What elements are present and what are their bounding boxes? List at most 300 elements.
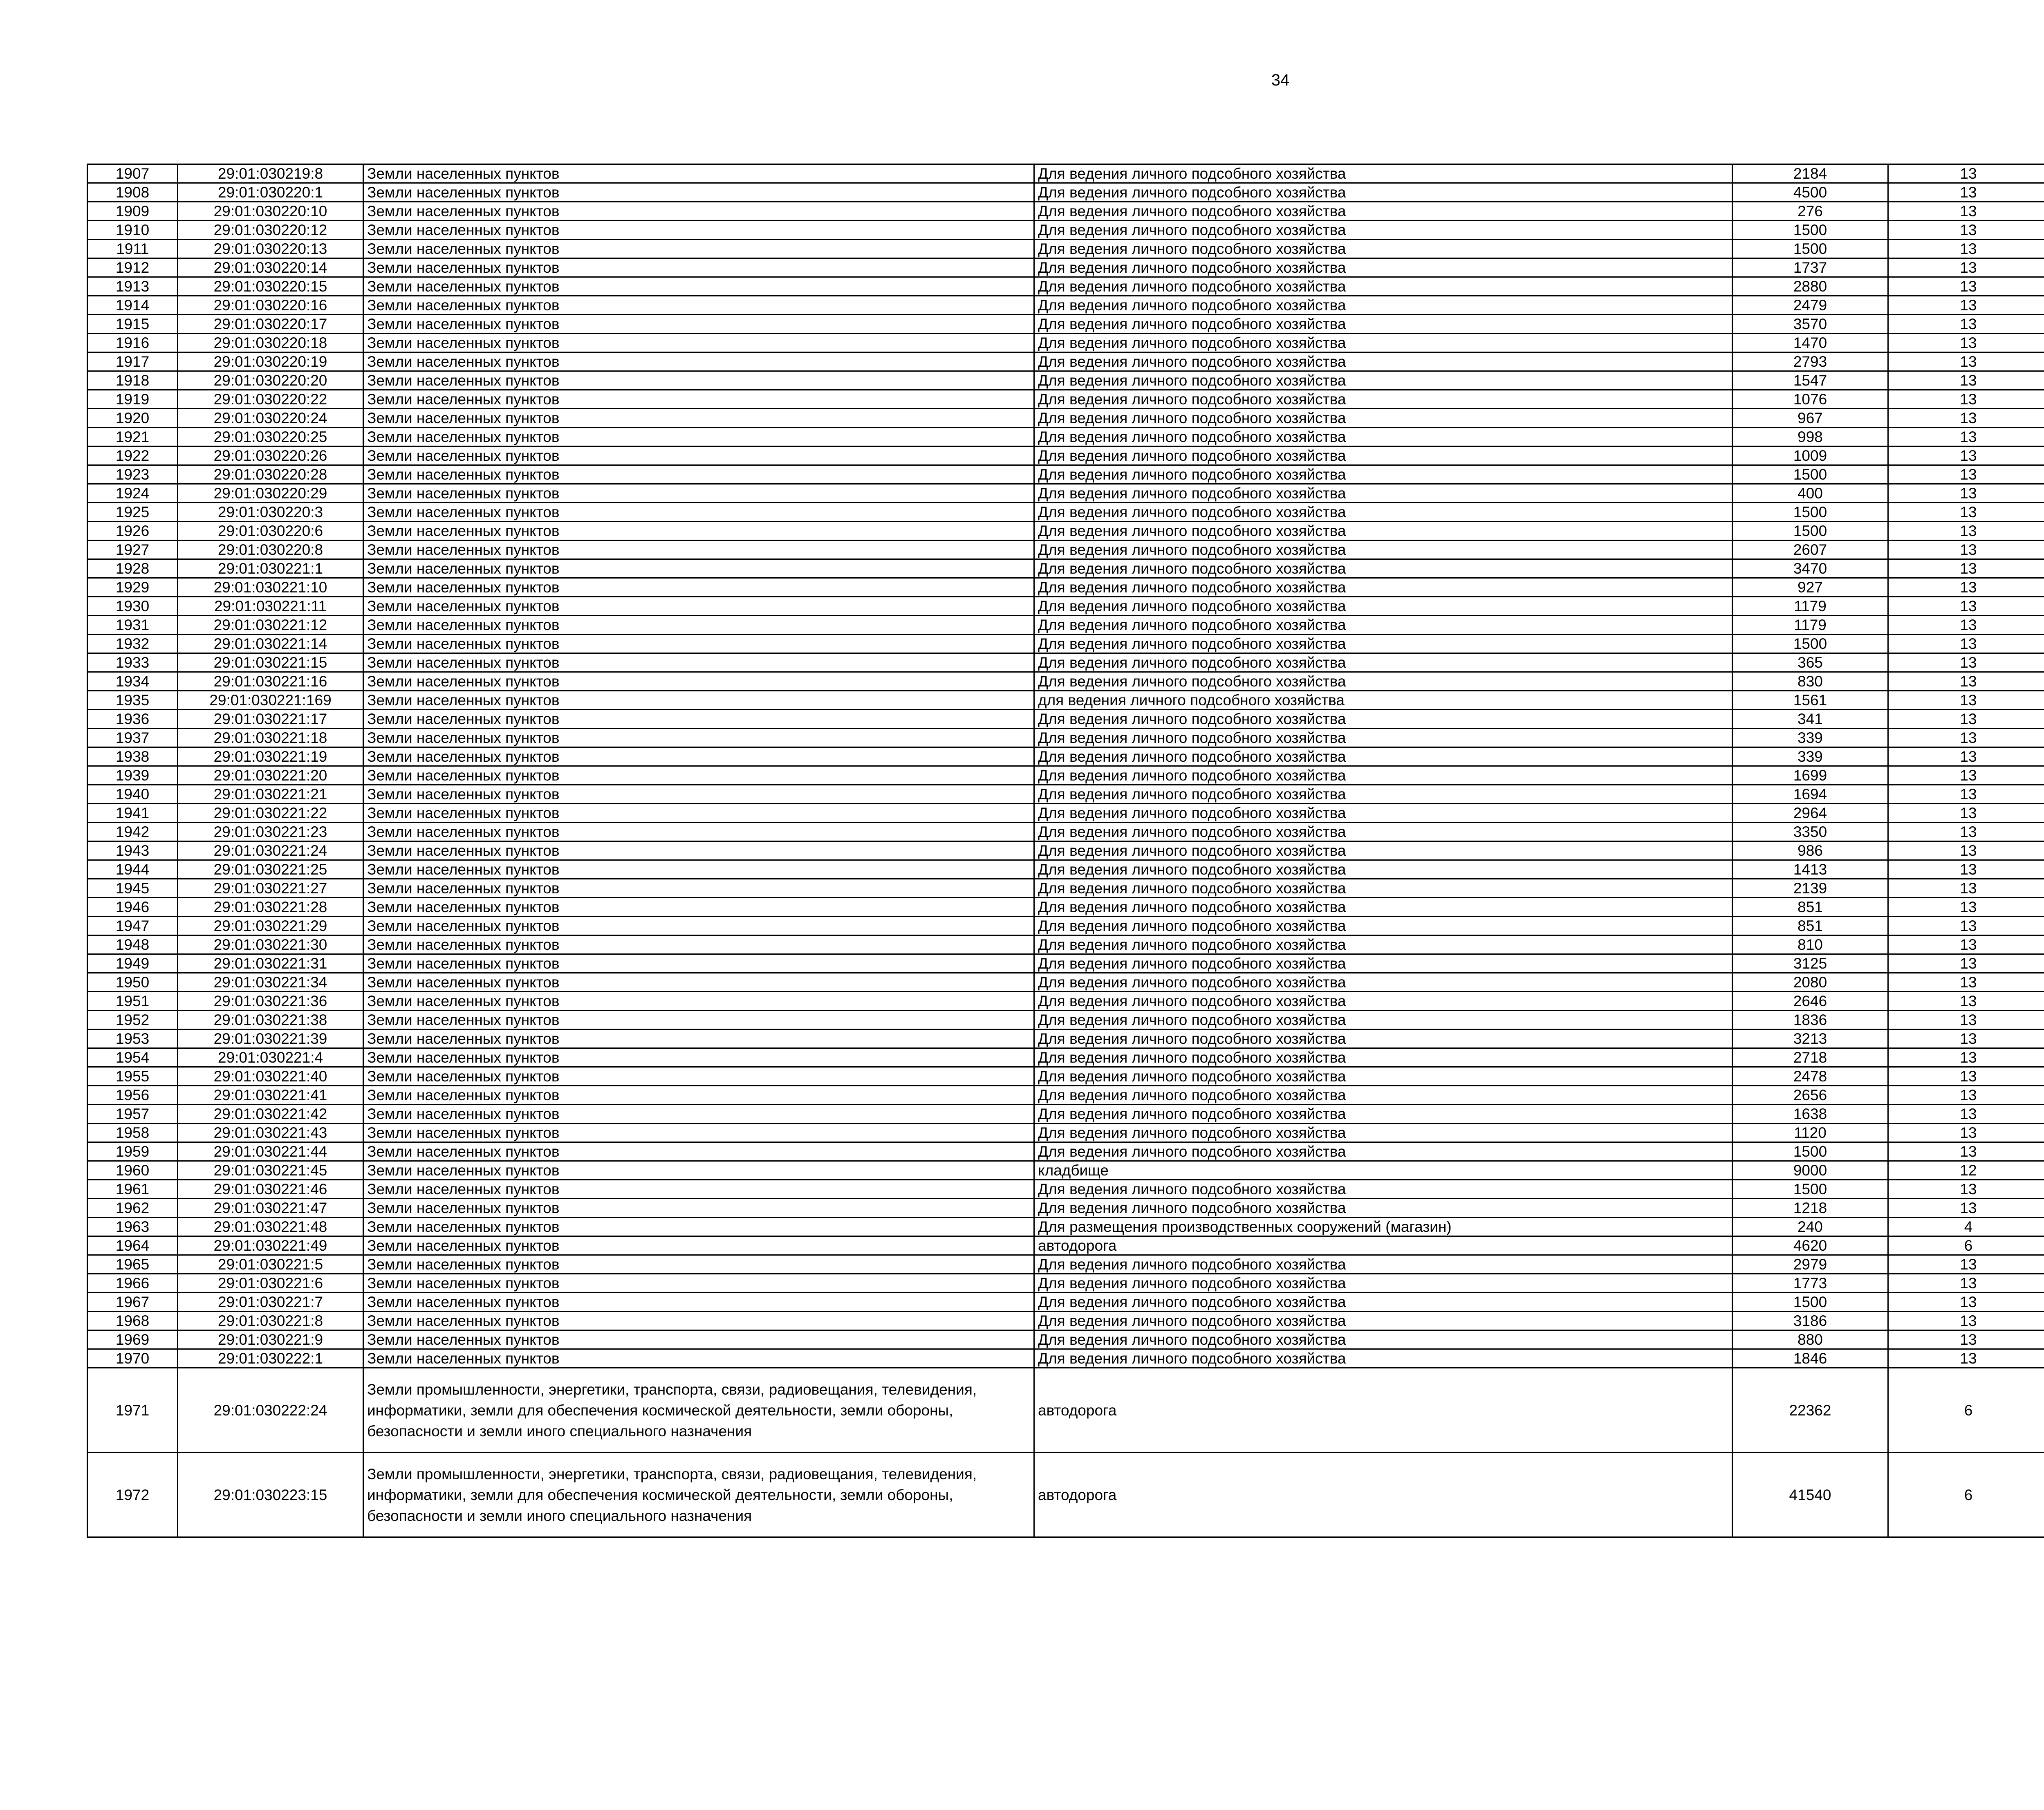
land-category-cell: Земли населенных пунктов (363, 559, 1034, 578)
use-group-code-cell: 13 (1888, 691, 2044, 710)
cadastral-number-cell: 29:01:030221:27 (178, 879, 363, 898)
cadastral-number-cell: 29:01:030223:15 (178, 1453, 363, 1537)
table-row (87, 710, 2044, 729)
use-group-code-cell: 13 (1888, 1105, 2044, 1124)
permitted-use-cell: Для ведения личного подсобного хозяйства (1034, 484, 1732, 503)
permitted-use-cell: Для ведения личного подсобного хозяйства (1034, 183, 1732, 202)
table-row (87, 371, 2044, 390)
cadastral-number-cell: 29:01:030220:24 (178, 409, 363, 428)
use-group-code-cell: 6 (1888, 1236, 2044, 1255)
area-cell: 986 (1732, 841, 1888, 860)
area-cell: 3350 (1732, 823, 1888, 841)
land-category-cell: Земли населенных пунктов (363, 202, 1034, 221)
permitted-use-cell: Для ведения личного подсобного хозяйства (1034, 1180, 1732, 1199)
use-group-code-cell: 13 (1888, 484, 2044, 503)
permitted-use-cell: Для ведения личного подсобного хозяйства (1034, 559, 1732, 578)
land-category-cell: Земли населенных пунктов (363, 428, 1034, 446)
table-row (87, 1011, 2044, 1029)
area-cell: 3213 (1732, 1029, 1888, 1048)
table-row (87, 1236, 2044, 1255)
area-cell: 1737 (1732, 258, 1888, 277)
area-cell: 2793 (1732, 352, 1888, 371)
area-cell: 2880 (1732, 277, 1888, 296)
cadastral-number-cell: 29:01:030221:29 (178, 917, 363, 935)
cadastral-number-cell: 29:01:030220:3 (178, 503, 363, 522)
area-cell: 2964 (1732, 804, 1888, 823)
permitted-use-cell: Для ведения личного подсобного хозяйства (1034, 1199, 1732, 1218)
use-group-code-cell: 13 (1888, 1011, 2044, 1029)
use-group-code-cell: 13 (1888, 221, 2044, 240)
row-number-cell: 1954 (87, 1048, 178, 1067)
row-number-cell: 1936 (87, 710, 178, 729)
row-number-cell: 1911 (87, 240, 178, 258)
use-group-code-cell: 4 (1888, 1218, 2044, 1236)
use-group-code-cell: 13 (1888, 315, 2044, 334)
use-group-code-cell: 13 (1888, 1029, 2044, 1048)
use-group-code-cell: 13 (1888, 766, 2044, 785)
use-group-code-cell: 13 (1888, 522, 2044, 541)
permitted-use-cell: Для ведения личного подсобного хозяйства (1034, 315, 1732, 334)
land-category-cell: Земли населенных пунктов (363, 1218, 1034, 1236)
table-row (87, 729, 2044, 747)
row-number-cell: 1908 (87, 183, 178, 202)
cadastral-number-cell: 29:01:030220:28 (178, 465, 363, 484)
row-number-cell: 1922 (87, 446, 178, 465)
permitted-use-cell: Для ведения личного подсобного хозяйства (1034, 1048, 1732, 1067)
area-cell: 400 (1732, 484, 1888, 503)
land-category-cell: Земли населенных пунктов (363, 841, 1034, 860)
permitted-use-cell: Для ведения личного подсобного хозяйства (1034, 616, 1732, 635)
land-category-cell: Земли населенных пунктов (363, 672, 1034, 691)
land-category-cell: Земли населенных пунктов (363, 879, 1034, 898)
row-number-cell: 1943 (87, 841, 178, 860)
permitted-use-cell: кладбище (1034, 1161, 1732, 1180)
table-row (87, 898, 2044, 917)
table-row (87, 860, 2044, 879)
table-row (87, 258, 2044, 277)
table-row (87, 446, 2044, 465)
area-cell: 2656 (1732, 1086, 1888, 1105)
land-category-cell: Земли населенных пунктов (363, 1048, 1034, 1067)
area-cell: 341 (1732, 710, 1888, 729)
cadastral-number-cell: 29:01:030221:44 (178, 1142, 363, 1161)
cadastral-number-cell: 29:01:030221:31 (178, 954, 363, 973)
table-row (87, 1218, 2044, 1236)
use-group-code-cell: 13 (1888, 559, 2044, 578)
cadastral-number-cell: 29:01:030221:47 (178, 1199, 363, 1218)
land-category-cell: Земли населенных пунктов (363, 635, 1034, 653)
table-row (87, 823, 2044, 841)
land-category-cell: Земли населенных пунктов (363, 334, 1034, 352)
land-category-cell: Земли населенных пунктов (363, 1067, 1034, 1086)
row-number-cell: 1949 (87, 954, 178, 973)
row-number-cell: 1948 (87, 935, 178, 954)
permitted-use-cell: Для ведения личного подсобного хозяйства (1034, 635, 1732, 653)
land-category-cell: Земли населенных пунктов (363, 277, 1034, 296)
use-group-code-cell: 6 (1888, 1453, 2044, 1537)
use-group-code-cell: 13 (1888, 785, 2044, 804)
use-group-code-cell: 13 (1888, 954, 2044, 973)
land-category-cell: Земли населенных пунктов (363, 992, 1034, 1011)
area-cell: 4500 (1732, 183, 1888, 202)
row-number-cell: 1907 (87, 164, 178, 183)
use-group-code-cell: 13 (1888, 465, 2044, 484)
table-row (87, 672, 2044, 691)
land-category-cell: Земли населенных пунктов (363, 1349, 1034, 1368)
area-cell: 9000 (1732, 1161, 1888, 1180)
permitted-use-cell: Для ведения личного подсобного хозяйства (1034, 917, 1732, 935)
row-number-cell: 1912 (87, 258, 178, 277)
permitted-use-cell: Для ведения личного подсобного хозяйства (1034, 541, 1732, 559)
cadastral-number-cell: 29:01:030221:9 (178, 1330, 363, 1349)
land-category-cell: Земли населенных пунктов (363, 522, 1034, 541)
row-number-cell: 1920 (87, 409, 178, 428)
row-number-cell: 1924 (87, 484, 178, 503)
cadastral-number-cell: 29:01:030221:36 (178, 992, 363, 1011)
land-category-cell: Земли населенных пунктов (363, 729, 1034, 747)
row-number-cell: 1963 (87, 1218, 178, 1236)
table-row (87, 879, 2044, 898)
row-number-cell: 1937 (87, 729, 178, 747)
row-number-cell: 1952 (87, 1011, 178, 1029)
permitted-use-cell: Для ведения личного подсобного хозяйства (1034, 954, 1732, 973)
table-row (87, 1142, 2044, 1161)
table-row (87, 973, 2044, 992)
area-cell: 2080 (1732, 973, 1888, 992)
land-category-cell: Земли населенных пунктов (363, 1236, 1034, 1255)
land-category-cell: Земли населенных пунктов (363, 823, 1034, 841)
use-group-code-cell: 13 (1888, 578, 2044, 597)
area-cell: 1846 (1732, 1349, 1888, 1368)
cadastral-number-cell: 29:01:030220:16 (178, 296, 363, 315)
cadastral-number-cell: 29:01:030221:45 (178, 1161, 363, 1180)
land-category-cell: Земли населенных пунктов (363, 1011, 1034, 1029)
cadastral-number-cell: 29:01:030221:18 (178, 729, 363, 747)
row-number-cell: 1972 (87, 1453, 178, 1537)
use-group-code-cell: 13 (1888, 1067, 2044, 1086)
table-row (87, 917, 2044, 935)
table-row (87, 428, 2044, 446)
row-number-cell: 1921 (87, 428, 178, 446)
cadastral-number-cell: 29:01:030221:8 (178, 1312, 363, 1330)
table-row (87, 202, 2044, 221)
use-group-code-cell: 13 (1888, 672, 2044, 691)
row-number-cell: 1928 (87, 559, 178, 578)
table-row (87, 766, 2044, 785)
row-number-cell: 1915 (87, 315, 178, 334)
row-number-cell: 1941 (87, 804, 178, 823)
area-cell: 1561 (1732, 691, 1888, 710)
permitted-use-cell: Для ведения личного подсобного хозяйства (1034, 465, 1732, 484)
row-number-cell: 1957 (87, 1105, 178, 1124)
permitted-use-cell: Для ведения личного подсобного хозяйства (1034, 1086, 1732, 1105)
table-row (87, 334, 2044, 352)
use-group-code-cell: 13 (1888, 428, 2044, 446)
land-category-cell: Земли населенных пунктов (363, 804, 1034, 823)
table-row (87, 240, 2044, 258)
permitted-use-cell: Для ведения личного подсобного хозяйства (1034, 277, 1732, 296)
cadastral-number-cell: 29:01:030221:42 (178, 1105, 363, 1124)
row-number-cell: 1939 (87, 766, 178, 785)
permitted-use-cell: Для ведения личного подсобного хозяйства (1034, 240, 1732, 258)
use-group-code-cell: 13 (1888, 277, 2044, 296)
cadastral-number-cell: 29:01:030220:15 (178, 277, 363, 296)
use-group-code-cell: 13 (1888, 1255, 2044, 1274)
table-row (87, 935, 2044, 954)
area-cell: 851 (1732, 917, 1888, 935)
use-group-code-cell: 13 (1888, 879, 2044, 898)
area-cell: 22362 (1732, 1368, 1888, 1453)
cadastral-number-cell: 29:01:030221:30 (178, 935, 363, 954)
table-row (87, 1330, 2044, 1349)
cadastral-number-cell: 29:01:030221:5 (178, 1255, 363, 1274)
permitted-use-cell: Для ведения личного подсобного хозяйства (1034, 1293, 1732, 1312)
permitted-use-cell: Для ведения личного подсобного хозяйства (1034, 935, 1732, 954)
cadastral-number-cell: 29:01:030221:169 (178, 691, 363, 710)
use-group-code-cell: 13 (1888, 334, 2044, 352)
permitted-use-cell: Для ведения личного подсобного хозяйства (1034, 1067, 1732, 1086)
area-cell: 41540 (1732, 1453, 1888, 1537)
table-row (87, 578, 2044, 597)
cadastral-number-cell: 29:01:030220:8 (178, 541, 363, 559)
cadastral-number-cell: 29:01:030220:29 (178, 484, 363, 503)
cadastral-number-cell: 29:01:030221:12 (178, 616, 363, 635)
table-row (87, 559, 2044, 578)
area-cell: 240 (1732, 1218, 1888, 1236)
use-group-code-cell: 13 (1888, 729, 2044, 747)
use-group-code-cell: 13 (1888, 973, 2044, 992)
use-group-code-cell: 13 (1888, 1312, 2044, 1330)
cadastral-number-cell: 29:01:030220:12 (178, 221, 363, 240)
use-group-code-cell: 13 (1888, 597, 2044, 616)
land-category-cell: Земли населенных пунктов (363, 484, 1034, 503)
use-group-code-cell: 13 (1888, 390, 2044, 409)
use-group-code-cell: 13 (1888, 1199, 2044, 1218)
land-category-cell: Земли населенных пунктов (363, 503, 1034, 522)
land-category-cell: Земли населенных пунктов (363, 860, 1034, 879)
table-row (87, 1180, 2044, 1199)
table-row (87, 1161, 2044, 1180)
use-group-code-cell: 13 (1888, 804, 2044, 823)
area-cell: 1500 (1732, 1142, 1888, 1161)
cadastral-number-cell: 29:01:030220:19 (178, 352, 363, 371)
land-category-cell: Земли населенных пунктов (363, 465, 1034, 484)
land-category-cell: Земли населенных пунктов (363, 1330, 1034, 1349)
permitted-use-cell: Для ведения личного подсобного хозяйства (1034, 992, 1732, 1011)
table-row (87, 597, 2044, 616)
cadastral-number-cell: 29:01:030220:18 (178, 334, 363, 352)
area-cell: 1500 (1732, 240, 1888, 258)
cadastral-number-cell: 29:01:030221:41 (178, 1086, 363, 1105)
land-category-cell: Земли населенных пунктов (363, 917, 1034, 935)
use-group-code-cell: 13 (1888, 183, 2044, 202)
use-group-code-cell: 13 (1888, 1048, 2044, 1067)
area-cell: 1836 (1732, 1011, 1888, 1029)
area-cell: 1470 (1732, 334, 1888, 352)
cadastral-number-cell: 29:01:030221:14 (178, 635, 363, 653)
row-number-cell: 1942 (87, 823, 178, 841)
page-number: 34 (1271, 71, 1290, 89)
land-category-cell: Земли населенных пунктов (363, 973, 1034, 992)
use-group-code-cell: 6 (1888, 1368, 2044, 1453)
cadastral-number-cell: 29:01:030221:10 (178, 578, 363, 597)
area-cell: 3125 (1732, 954, 1888, 973)
use-group-code-cell: 13 (1888, 446, 2044, 465)
permitted-use-cell: Для ведения личного подсобного хозяйства (1034, 352, 1732, 371)
row-number-cell: 1934 (87, 672, 178, 691)
permitted-use-cell: автодорога (1034, 1453, 1732, 1537)
land-category-cell: Земли населенных пунктов (363, 935, 1034, 954)
row-number-cell: 1966 (87, 1274, 178, 1293)
land-category-cell: Земли населенных пунктов (363, 183, 1034, 202)
area-cell: 998 (1732, 428, 1888, 446)
row-number-cell: 1956 (87, 1086, 178, 1105)
cadastral-number-cell: 29:01:030219:8 (178, 164, 363, 183)
table-row (87, 616, 2044, 635)
land-category-cell: Земли населенных пунктов (363, 409, 1034, 428)
permitted-use-cell: Для ведения личного подсобного хозяйства (1034, 1274, 1732, 1293)
permitted-use-cell: Для ведения личного подсобного хозяйства (1034, 672, 1732, 691)
area-cell: 830 (1732, 672, 1888, 691)
row-number-cell: 1925 (87, 503, 178, 522)
permitted-use-cell: Для ведения личного подсобного хозяйства (1034, 710, 1732, 729)
land-category-cell: Земли населенных пунктов (363, 653, 1034, 672)
row-number-cell: 1930 (87, 597, 178, 616)
permitted-use-cell: Для ведения личного подсобного хозяйства (1034, 973, 1732, 992)
row-number-cell: 1970 (87, 1349, 178, 1368)
permitted-use-cell: Для ведения личного подсобного хозяйства (1034, 766, 1732, 785)
permitted-use-cell: Для ведения личного подсобного хозяйства (1034, 1330, 1732, 1349)
row-number-cell: 1932 (87, 635, 178, 653)
land-category-cell: Земли населенных пунктов (363, 1029, 1034, 1048)
permitted-use-cell: Для ведения личного подсобного хозяйства (1034, 446, 1732, 465)
permitted-use-cell: Для ведения личного подсобного хозяйства (1034, 1142, 1732, 1161)
row-number-cell: 1909 (87, 202, 178, 221)
area-cell: 1179 (1732, 597, 1888, 616)
area-cell: 2718 (1732, 1048, 1888, 1067)
row-number-cell: 1965 (87, 1255, 178, 1274)
row-number-cell: 1960 (87, 1161, 178, 1180)
use-group-code-cell: 13 (1888, 1349, 2044, 1368)
row-number-cell: 1916 (87, 334, 178, 352)
land-category-cell: Земли населенных пунктов (363, 1161, 1034, 1180)
cadastral-number-cell: 29:01:030221:17 (178, 710, 363, 729)
row-number-cell: 1962 (87, 1199, 178, 1218)
cadastral-number-cell: 29:01:030221:11 (178, 597, 363, 616)
use-group-code-cell: 13 (1888, 710, 2044, 729)
row-number-cell: 1910 (87, 221, 178, 240)
land-category-cell: Земли населенных пунктов (363, 1124, 1034, 1142)
permitted-use-cell: Для ведения личного подсобного хозяйства (1034, 879, 1732, 898)
area-cell: 2478 (1732, 1067, 1888, 1086)
cadastral-number-cell: 29:01:030221:28 (178, 898, 363, 917)
table-row (87, 804, 2044, 823)
table-row (87, 992, 2044, 1011)
permitted-use-cell: Для ведения личного подсобного хозяйства (1034, 597, 1732, 616)
cadastral-number-cell: 29:01:030221:38 (178, 1011, 363, 1029)
cadastral-number-cell: 29:01:030222:1 (178, 1349, 363, 1368)
area-cell: 339 (1732, 729, 1888, 747)
row-number-cell: 1935 (87, 691, 178, 710)
cadastral-number-cell: 29:01:030221:23 (178, 823, 363, 841)
table-row (87, 841, 2044, 860)
table-row (87, 1312, 2044, 1330)
area-cell: 339 (1732, 747, 1888, 766)
table-row (87, 541, 2044, 559)
land-category-cell: Земли населенных пунктов (363, 747, 1034, 766)
cadastral-number-cell: 29:01:030221:49 (178, 1236, 363, 1255)
table-row (87, 1349, 2044, 1368)
permitted-use-cell: Для ведения личного подсобного хозяйства (1034, 202, 1732, 221)
area-cell: 1638 (1732, 1105, 1888, 1124)
permitted-use-cell: Для ведения личного подсобного хозяйства (1034, 1105, 1732, 1124)
land-category-cell: Земли населенных пунктов (363, 315, 1034, 334)
row-number-cell: 1968 (87, 1312, 178, 1330)
area-cell: 365 (1732, 653, 1888, 672)
table-row (87, 390, 2044, 409)
cadastral-number-cell: 29:01:030220:22 (178, 390, 363, 409)
cadastral-number-cell: 29:01:030220:6 (178, 522, 363, 541)
land-category-cell: Земли населенных пунктов (363, 616, 1034, 635)
permitted-use-cell: Для ведения личного подсобного хозяйства (1034, 747, 1732, 766)
use-group-code-cell: 13 (1888, 635, 2044, 653)
table-row (87, 183, 2044, 202)
table-row (87, 484, 2044, 503)
use-group-code-cell: 13 (1888, 992, 2044, 1011)
land-category-cell: Земли населенных пунктов (363, 1293, 1034, 1312)
row-number-cell: 1959 (87, 1142, 178, 1161)
cadastral-number-cell: 29:01:030221:21 (178, 785, 363, 804)
table-row (87, 1124, 2044, 1142)
table-row (87, 352, 2044, 371)
land-category-cell: Земли населенных пунктов (363, 541, 1034, 559)
table-row (87, 635, 2044, 653)
permitted-use-cell: автодорога (1034, 1368, 1732, 1453)
table-row (87, 1255, 2044, 1274)
cadastral-number-cell: 29:01:030222:24 (178, 1368, 363, 1453)
land-category-cell: Земли промышленности, энергетики, транспорта, связи, радиовещания, телевидения, информатики, земли для обеспечения космической деятельности, земли обороны, безопасности и земли иного специального назначения (363, 1453, 1034, 1537)
table-row (87, 409, 2044, 428)
row-number-cell: 1938 (87, 747, 178, 766)
use-group-code-cell: 13 (1888, 747, 2044, 766)
area-cell: 1413 (1732, 860, 1888, 879)
use-group-code-cell: 13 (1888, 258, 2044, 277)
row-number-cell: 1933 (87, 653, 178, 672)
use-group-code-cell: 13 (1888, 935, 2044, 954)
area-cell: 851 (1732, 898, 1888, 917)
permitted-use-cell: Для ведения личного подсобного хозяйства (1034, 804, 1732, 823)
permitted-use-cell: Для ведения личного подсобного хозяйства (1034, 1349, 1732, 1368)
land-category-cell: Земли населенных пунктов (363, 221, 1034, 240)
area-cell: 1009 (1732, 446, 1888, 465)
land-category-cell: Земли населенных пунктов (363, 898, 1034, 917)
area-cell: 2646 (1732, 992, 1888, 1011)
row-number-cell: 1926 (87, 522, 178, 541)
permitted-use-cell: Для ведения личного подсобного хозяйства (1034, 428, 1732, 446)
cadastral-number-cell: 29:01:030221:7 (178, 1293, 363, 1312)
cadastral-number-cell: 29:01:030220:10 (178, 202, 363, 221)
table-row (87, 503, 2044, 522)
use-group-code-cell: 12 (1888, 1161, 2044, 1180)
cadastral-number-cell: 29:01:030221:40 (178, 1067, 363, 1086)
use-group-code-cell: 13 (1888, 860, 2044, 879)
cadastral-number-cell: 29:01:030220:14 (178, 258, 363, 277)
use-group-code-cell: 13 (1888, 1180, 2044, 1199)
use-group-code-cell: 13 (1888, 1124, 2044, 1142)
use-group-code-cell: 13 (1888, 1274, 2044, 1293)
permitted-use-cell: Для размещения производственных сооружений (магазин) (1034, 1218, 1732, 1236)
use-group-code-cell: 13 (1888, 164, 2044, 183)
